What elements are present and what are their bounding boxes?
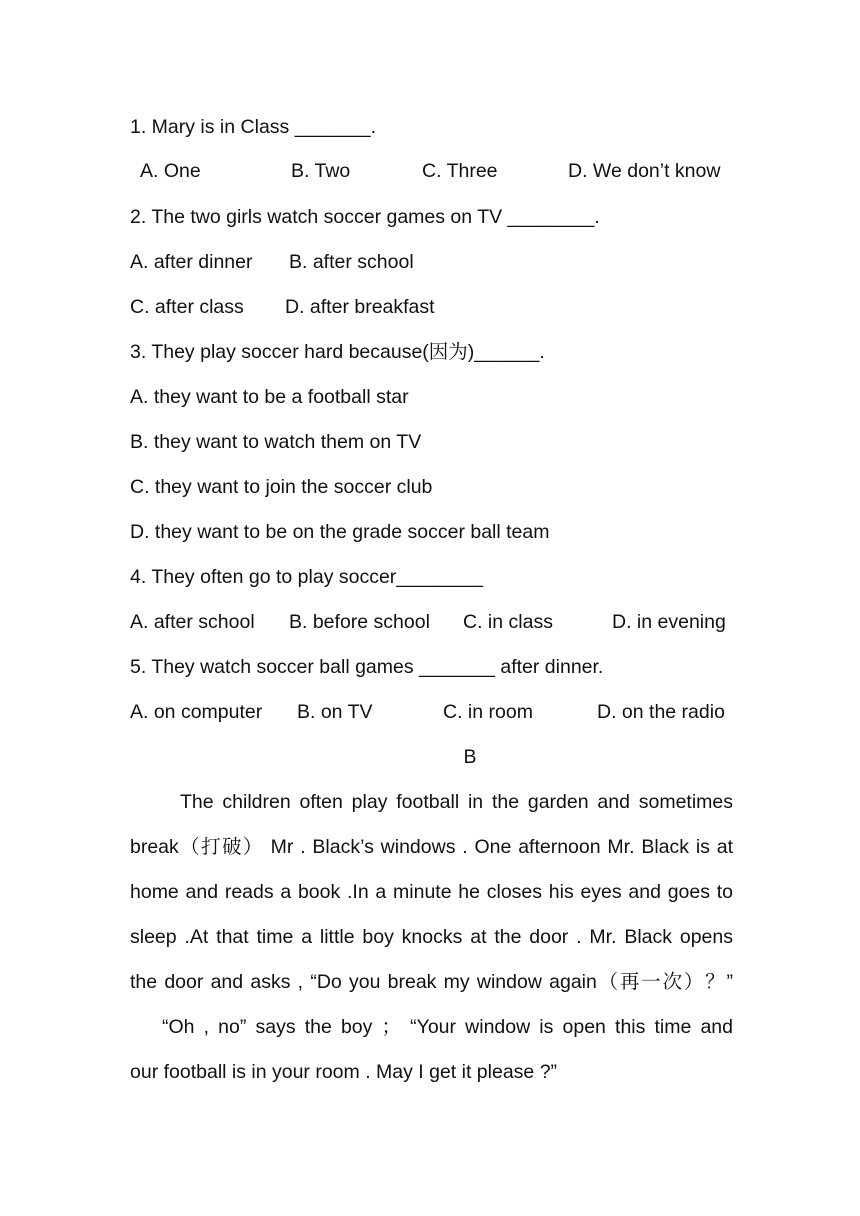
question-5-option-c: C. in room xyxy=(443,701,533,723)
question-3-option-b: B. they want to watch them on TV xyxy=(130,431,422,453)
question-2-stem: 2. The two girls watch soccer games on TV ________. xyxy=(130,206,600,228)
question-4-option-b: B. before school xyxy=(289,611,430,633)
passage-line-7: our football is in your room . May I get it please ?” xyxy=(130,1061,558,1083)
question-2-option-d: D. after breakfast xyxy=(285,296,435,318)
question-3-stem: 3. They play soccer hard because(因为)______. xyxy=(130,341,545,363)
question-4-option-c: C. in class xyxy=(463,611,553,633)
passage-line-1: The children often play football in the garden and sometimes xyxy=(180,791,733,813)
passage-line-5: the door and asks , “Do you break my window again（再一次）？” xyxy=(130,971,733,993)
question-2-option-c: C. after class xyxy=(130,296,244,318)
question-5-stem: 5. They watch soccer ball games _______ after dinner. xyxy=(130,656,604,678)
question-3-option-d: D. they want to be on the grade soccer ball team xyxy=(130,521,550,543)
question-1-option-a: A. One xyxy=(140,160,201,182)
question-5-options xyxy=(0,703,860,727)
question-4-option-a: A. after school xyxy=(130,611,255,633)
question-3-option-a: A. they want to be a football star xyxy=(130,386,409,408)
question-2-options-row-2 xyxy=(0,298,860,322)
passage-line-6: “Oh , no” says the boy ； “Your window is open this time and xyxy=(162,1016,733,1038)
passage-line-2: break（打破） Mr . Black’s windows . One afternoon Mr. Black is at xyxy=(130,836,733,858)
section-b-heading: B xyxy=(463,746,477,768)
question-1-option-d: D. We don’t know xyxy=(568,160,721,182)
question-5-option-a: A. on computer xyxy=(130,701,263,723)
question-4-stem: 4. They often go to play soccer________ xyxy=(130,566,484,588)
question-3-option-c: C. they want to join the soccer club xyxy=(130,476,433,498)
question-2-options-row-1 xyxy=(0,253,860,277)
question-1-options xyxy=(0,162,860,186)
question-4-options xyxy=(0,613,860,637)
question-2-option-a: A. after dinner xyxy=(130,251,253,273)
question-5-option-d: D. on the radio xyxy=(597,701,725,723)
question-2-option-b: B. after school xyxy=(289,251,414,273)
question-5-option-b: B. on TV xyxy=(297,701,373,723)
question-1-option-c: C. Three xyxy=(422,160,498,182)
question-4-option-d: D. in evening xyxy=(612,611,726,633)
question-1-option-b: B. Two xyxy=(291,160,351,182)
passage-line-3: home and reads a book .In a minute he closes his eyes and goes to xyxy=(130,881,733,903)
question-1-stem: 1. Mary is in Class _______. xyxy=(130,116,377,138)
passage-line-4: sleep .At that time a little boy knocks at the door . Mr. Black opens xyxy=(130,926,733,948)
